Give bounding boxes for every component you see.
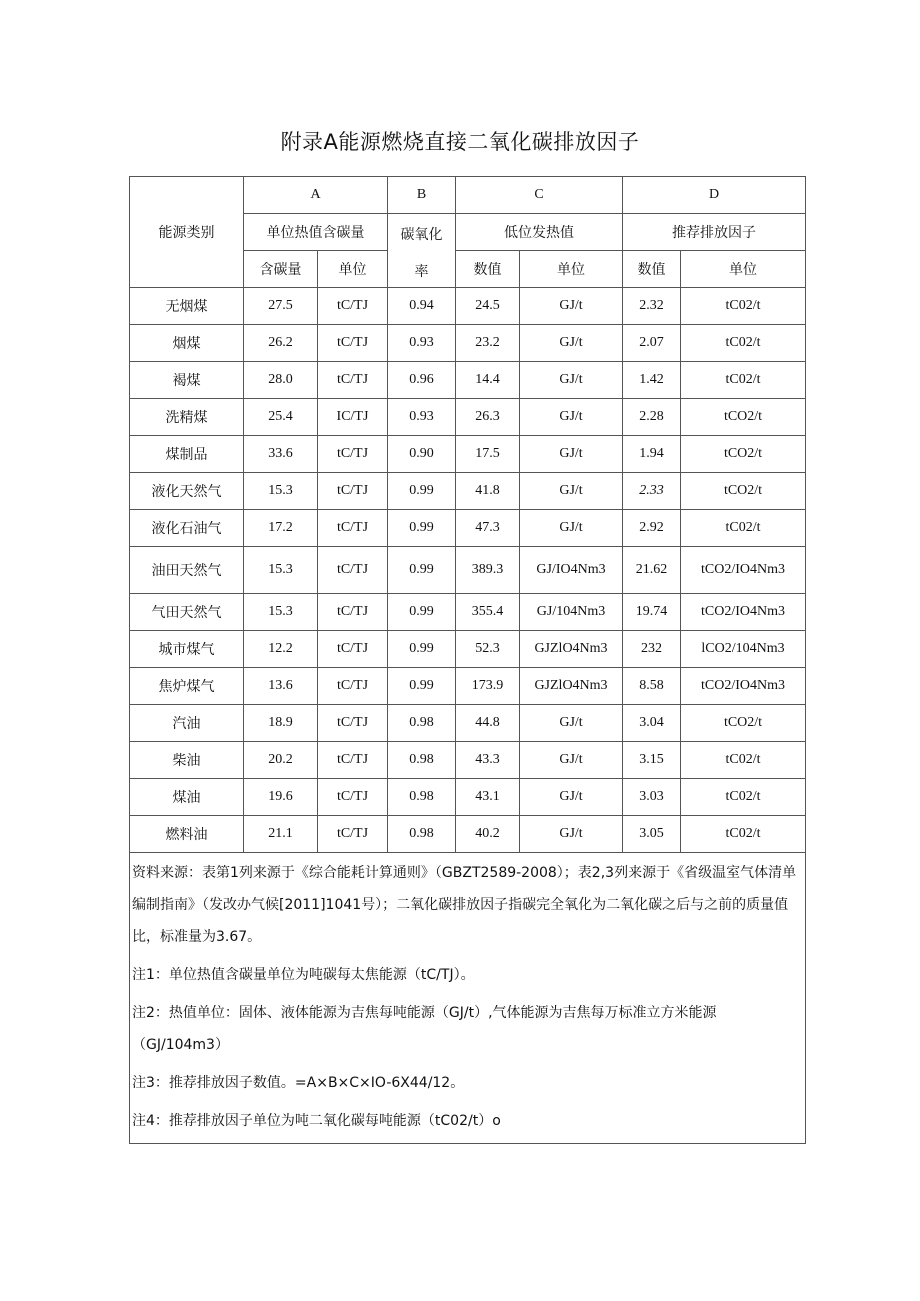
row-b-value: 0.93 <box>388 399 456 436</box>
row-b-value: 0.98 <box>388 779 456 816</box>
row-b-value: 0.93 <box>388 325 456 362</box>
row-energy-name: 煤制品 <box>130 436 244 473</box>
row-c-unit: GJ/t <box>520 779 623 816</box>
row-b-value: 0.98 <box>388 742 456 779</box>
header-a-unit: 单位 <box>318 251 388 288</box>
notes-cell <box>130 853 806 1144</box>
row-a-unit: tC/TJ <box>318 288 388 325</box>
row-d-unit: lCO2/104Nm3 <box>681 631 806 668</box>
row-d-value: 8.58 <box>623 668 681 705</box>
row-c-value: 44.8 <box>456 705 520 742</box>
row-c-unit: GJ/t <box>520 399 623 436</box>
row-d-value: 2.07 <box>623 325 681 362</box>
row-c-value: 41.8 <box>456 473 520 510</box>
header-b-sub <box>388 214 456 288</box>
header-col-d: D <box>623 177 806 214</box>
table-row <box>130 816 806 853</box>
header-d-sub: 推荐排放因子 <box>623 214 806 251</box>
row-d-unit: tCO2/IO4Nm3 <box>681 668 806 705</box>
row-a-unit: tC/TJ <box>318 779 388 816</box>
row-energy-name: 城市煤气 <box>130 631 244 668</box>
row-energy-name: 煤油 <box>130 779 244 816</box>
table-row <box>130 705 806 742</box>
table-row <box>130 547 806 594</box>
row-c-unit: GJ/t <box>520 510 623 547</box>
row-c-value: 52.3 <box>456 631 520 668</box>
row-a-unit: tC/TJ <box>318 816 388 853</box>
row-c-unit: GJZlO4Nm3 <box>520 631 623 668</box>
header-a-sub: 单位热值含碳量 <box>244 214 388 251</box>
row-d-unit: tC02/t <box>681 362 806 399</box>
row-energy-name: 气田天然气 <box>130 594 244 631</box>
header-energy-type: 能源类别 <box>130 177 244 288</box>
row-a-value: 12.2 <box>244 631 318 668</box>
row-d-unit: tC02/t <box>681 325 806 362</box>
row-c-value: 24.5 <box>456 288 520 325</box>
table-row <box>130 473 806 510</box>
row-d-value: 3.04 <box>623 705 681 742</box>
table-row <box>130 668 806 705</box>
row-a-value: 28.0 <box>244 362 318 399</box>
header-carbon-content: 含碳量 <box>244 251 318 288</box>
row-a-unit: tC/TJ <box>318 668 388 705</box>
table-row <box>130 631 806 668</box>
row-d-value: 3.05 <box>623 816 681 853</box>
row-a-unit: tC/TJ <box>318 547 388 594</box>
table-row <box>130 436 806 473</box>
row-c-unit: GJ/104Nm3 <box>520 594 623 631</box>
row-d-value: 21.62 <box>623 547 681 594</box>
header-d-value: 数值 <box>623 251 681 288</box>
row-d-value: 2.32 <box>623 288 681 325</box>
row-c-value: 17.5 <box>456 436 520 473</box>
note-1: 注1：单位热值含碳量单位为吨碳每太焦能源（tC/TJ）。 <box>132 967 475 983</box>
header-col-b: B <box>388 177 456 214</box>
row-a-unit: tC/TJ <box>318 325 388 362</box>
row-d-value: 3.03 <box>623 779 681 816</box>
row-d-value: 19.74 <box>623 594 681 631</box>
row-energy-name: 汽油 <box>130 705 244 742</box>
row-d-value: 2.92 <box>623 510 681 547</box>
row-c-value: 173.9 <box>456 668 520 705</box>
source-note: 资料来源：表第1列来源于《综合能耗计算通则》（GBZT2589-2008）；表2,3列来源于《省级温室气体清单编制指南》（发改办气候[2011]1041号）；二氧化碳排放因子指碳完全氧化为二氧化碳之后与之前的质量值比，标准量为3.67。 <box>132 865 797 945</box>
row-d-unit: tC02/t <box>681 288 806 325</box>
row-energy-name: 焦炉煤气 <box>130 668 244 705</box>
row-a-unit: tC/TJ <box>318 631 388 668</box>
row-c-unit: GJ/t <box>520 436 623 473</box>
row-d-unit: tC02/t <box>681 510 806 547</box>
row-a-unit: tC/TJ <box>318 473 388 510</box>
row-d-unit: tCO2/IO4Nm3 <box>681 547 806 594</box>
row-c-unit: GJ/t <box>520 325 623 362</box>
row-a-value: 26.2 <box>244 325 318 362</box>
row-c-unit: GJ/t <box>520 362 623 399</box>
header-b-sub-line1: 碳氧化 <box>400 227 443 243</box>
row-d-value: 1.42 <box>623 362 681 399</box>
row-a-value: 13.6 <box>244 668 318 705</box>
table-row <box>130 510 806 547</box>
row-a-value: 20.2 <box>244 742 318 779</box>
row-d-unit: tCO2/t <box>681 436 806 473</box>
note-2: 注2：热值单位：固体、液体能源为吉焦每吨能源（GJ/t）,气体能源为吉焦每万标准立方米能源（GJ/104m3） <box>132 1005 717 1053</box>
row-energy-name: 柴油 <box>130 742 244 779</box>
notes-row <box>130 853 806 1144</box>
row-a-unit: IC/TJ <box>318 399 388 436</box>
row-a-unit: tC/TJ <box>318 436 388 473</box>
header-d-unit: 单位 <box>681 251 806 288</box>
row-b-value: 0.98 <box>388 705 456 742</box>
row-energy-name: 烟煤 <box>130 325 244 362</box>
row-b-value: 0.99 <box>388 547 456 594</box>
row-energy-name: 燃料油 <box>130 816 244 853</box>
row-c-unit: GJZlO4Nm3 <box>520 668 623 705</box>
row-b-value: 0.96 <box>388 362 456 399</box>
row-d-value: 1.94 <box>623 436 681 473</box>
row-energy-name: 褐煤 <box>130 362 244 399</box>
row-c-value: 23.2 <box>456 325 520 362</box>
row-energy-name: 洗精煤 <box>130 399 244 436</box>
table-row <box>130 362 806 399</box>
row-a-unit: tC/TJ <box>318 362 388 399</box>
row-d-unit: tC02/t <box>681 816 806 853</box>
header-row-letters <box>130 177 806 214</box>
row-c-unit: GJ/t <box>520 816 623 853</box>
row-d-value: 2.28 <box>623 399 681 436</box>
row-d-unit: tCO2/t <box>681 705 806 742</box>
table-row <box>130 399 806 436</box>
header-c-sub: 低位发热值 <box>456 214 623 251</box>
row-c-unit: GJ/t <box>520 742 623 779</box>
row-a-value: 15.3 <box>244 473 318 510</box>
row-d-value: 3.15 <box>623 742 681 779</box>
row-energy-name: 液化石油气 <box>130 510 244 547</box>
note-4: 注4：推荐排放因子单位为吨二氧化碳每吨能源（tC02/t）o <box>132 1113 501 1129</box>
row-a-value: 15.3 <box>244 594 318 631</box>
table-row <box>130 779 806 816</box>
row-c-unit: GJ/t <box>520 288 623 325</box>
row-a-value: 27.5 <box>244 288 318 325</box>
row-a-value: 18.9 <box>244 705 318 742</box>
row-a-value: 33.6 <box>244 436 318 473</box>
row-c-value: 389.3 <box>456 547 520 594</box>
row-b-value: 0.90 <box>388 436 456 473</box>
row-c-value: 26.3 <box>456 399 520 436</box>
row-b-value: 0.99 <box>388 668 456 705</box>
header-b-sub-line2: 率 <box>414 264 429 280</box>
table-row <box>130 742 806 779</box>
row-energy-name: 油田天然气 <box>130 547 244 594</box>
row-b-value: 0.98 <box>388 816 456 853</box>
row-d-unit: tC02/t <box>681 742 806 779</box>
row-b-value: 0.94 <box>388 288 456 325</box>
header-col-a: A <box>244 177 388 214</box>
row-a-value: 21.1 <box>244 816 318 853</box>
row-c-unit: GJ/IO4Nm3 <box>520 547 623 594</box>
row-d-unit: tC02/t <box>681 779 806 816</box>
row-c-value: 47.3 <box>456 510 520 547</box>
row-b-value: 0.99 <box>388 631 456 668</box>
row-c-unit: GJ/t <box>520 473 623 510</box>
table-row <box>130 288 806 325</box>
row-d-value: 232 <box>623 631 681 668</box>
row-c-value: 355.4 <box>456 594 520 631</box>
row-energy-name: 液化天然气 <box>130 473 244 510</box>
row-b-value: 0.99 <box>388 510 456 547</box>
table-row <box>130 594 806 631</box>
row-d-unit: tCO2/t <box>681 473 806 510</box>
row-a-unit: tC/TJ <box>318 594 388 631</box>
table-row <box>130 325 806 362</box>
row-d-unit: tCO2/t <box>681 399 806 436</box>
row-c-unit: GJ/t <box>520 705 623 742</box>
note-3: 注3：推荐排放因子数值。=A×B×C×IO-6X44/12。 <box>132 1075 465 1091</box>
row-c-value: 14.4 <box>456 362 520 399</box>
row-c-value: 40.2 <box>456 816 520 853</box>
row-energy-name: 无烟煤 <box>130 288 244 325</box>
row-a-value: 25.4 <box>244 399 318 436</box>
row-a-unit: tC/TJ <box>318 742 388 779</box>
row-c-value: 43.3 <box>456 742 520 779</box>
row-a-value: 17.2 <box>244 510 318 547</box>
row-c-value: 43.1 <box>456 779 520 816</box>
row-b-value: 0.99 <box>388 594 456 631</box>
row-d-value: 2.33 <box>623 473 681 510</box>
row-a-unit: tC/TJ <box>318 510 388 547</box>
header-col-c: C <box>456 177 623 214</box>
page-title: 附录A能源燃烧直接二氧化碳排放因子 <box>280 130 640 154</box>
header-c-unit: 单位 <box>520 251 623 288</box>
header-c-value: 数值 <box>456 251 520 288</box>
emission-factor-table <box>129 176 806 1144</box>
row-d-unit: tCO2/IO4Nm3 <box>681 594 806 631</box>
row-a-value: 19.6 <box>244 779 318 816</box>
row-a-value: 15.3 <box>244 547 318 594</box>
row-b-value: 0.99 <box>388 473 456 510</box>
row-a-unit: tC/TJ <box>318 705 388 742</box>
